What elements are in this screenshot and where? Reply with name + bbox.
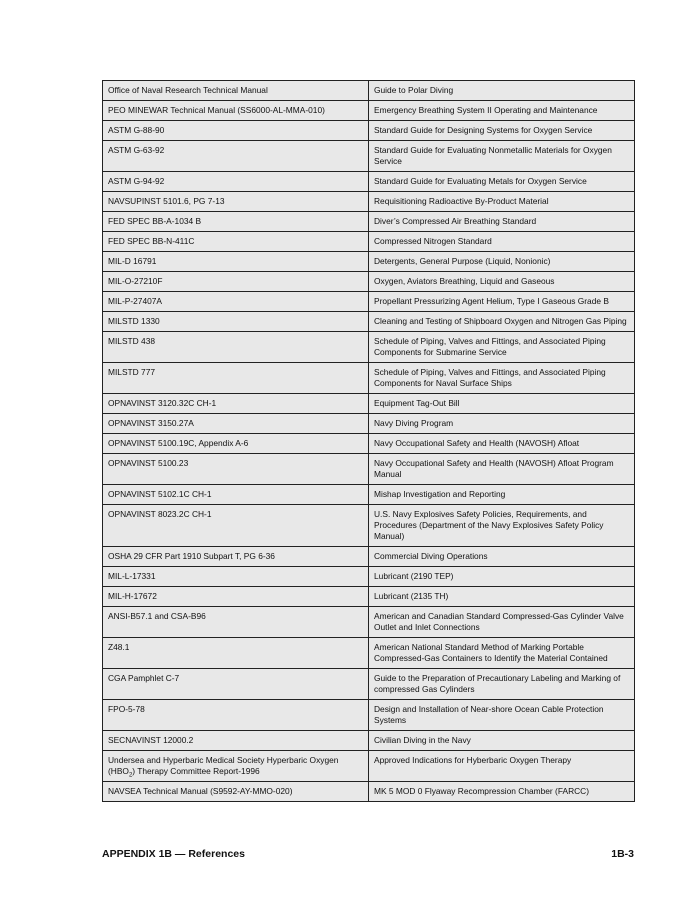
- reference-document-cell: MIL-D 16791: [103, 252, 369, 272]
- table-row: [103, 782, 635, 802]
- reference-document-cell: MILSTD 438: [103, 332, 369, 363]
- reference-document-cell: MIL-L-17331: [103, 567, 369, 587]
- reference-title-cell: Propellant Pressurizing Agent Helium, Type I Gaseous Grade B: [369, 292, 635, 312]
- table-row: [103, 751, 635, 782]
- table-row: [103, 232, 635, 252]
- reference-document-cell: FED SPEC BB-N-411C: [103, 232, 369, 252]
- table-row: [103, 454, 635, 485]
- table-row: [103, 81, 635, 101]
- reference-title-cell: Detergents, General Purpose (Liquid, Nonionic): [369, 252, 635, 272]
- reference-title-cell: Navy Diving Program: [369, 414, 635, 434]
- reference-document-cell: MIL-H-17672: [103, 587, 369, 607]
- reference-document-cell: FED SPEC BB-A-1034 B: [103, 212, 369, 232]
- reference-document-cell: OPNAVINST 5102.1C CH-1: [103, 485, 369, 505]
- reference-title-cell: Standard Guide for Evaluating Metals for Oxygen Service: [369, 172, 635, 192]
- table-row: [103, 434, 635, 454]
- reference-document-cell: OPNAVINST 5100.19C, Appendix A-6: [103, 434, 369, 454]
- reference-title-cell: MK 5 MOD 0 Flyaway Recompression Chamber (FARCC): [369, 782, 635, 802]
- reference-document-cell: OSHA 29 CFR Part 1910 Subpart T, PG 6-36: [103, 547, 369, 567]
- reference-document-cell: OPNAVINST 8023.2C CH-1: [103, 505, 369, 547]
- table-row: [103, 700, 635, 731]
- footer-page-number: 1B-3: [611, 848, 634, 860]
- reference-title-cell: Schedule of Piping, Valves and Fittings, and Associated Piping Components for Submarine Service: [369, 332, 635, 363]
- reference-title-cell: Compressed Nitrogen Standard: [369, 232, 635, 252]
- reference-document-cell: OPNAVINST 5100.23: [103, 454, 369, 485]
- table-row: [103, 121, 635, 141]
- reference-document-cell: NAVSEA Technical Manual (S9592-AY-MMO-020): [103, 782, 369, 802]
- table-row: [103, 394, 635, 414]
- reference-document-cell: OPNAVINST 3120.32C CH-1: [103, 394, 369, 414]
- table-row: [103, 272, 635, 292]
- reference-title-cell: Emergency Breathing System II Operating and Maintenance: [369, 101, 635, 121]
- reference-document-cell: Undersea and Hyperbaric Medical Society Hyperbaric Oxygen $(HBO_2)$ Therapy Committee Report-1996: [103, 751, 369, 782]
- reference-document-cell: ASTM G-88-90: [103, 121, 369, 141]
- table-row: [103, 587, 635, 607]
- reference-title-cell: Design and Installation of Near-shore Ocean Cable Protection Systems: [369, 700, 635, 731]
- reference-title-cell: Equipment Tag-Out Bill: [369, 394, 635, 414]
- reference-document-cell: MILSTD 1330: [103, 312, 369, 332]
- reference-document-cell: ASTM G-94-92: [103, 172, 369, 192]
- reference-title-cell: Diver’s Compressed Air Breathing Standard: [369, 212, 635, 232]
- table-row: [103, 567, 635, 587]
- table-row: [103, 485, 635, 505]
- table-row: [103, 172, 635, 192]
- table-row: [103, 252, 635, 272]
- reference-document-cell: MIL-P-27407A: [103, 292, 369, 312]
- reference-document-cell: SECNAVINST 12000.2: [103, 731, 369, 751]
- reference-title-cell: Approved Indications for Hyberbaric Oxygen Therapy: [369, 751, 635, 782]
- table-row: [103, 141, 635, 172]
- references-table: [102, 80, 635, 802]
- table-row: [103, 292, 635, 312]
- reference-document-cell: FPO-5-78: [103, 700, 369, 731]
- reference-title-cell: Oxygen, Aviators Breathing, Liquid and Gaseous: [369, 272, 635, 292]
- reference-title-cell: Civilian Diving in the Navy: [369, 731, 635, 751]
- reference-title-cell: Lubricant (2190 TEP): [369, 567, 635, 587]
- table-row: [103, 312, 635, 332]
- reference-title-cell: Cleaning and Testing of Shipboard Oxygen and Nitrogen Gas Piping: [369, 312, 635, 332]
- reference-title-cell: U.S. Navy Explosives Safety Policies, Requirements, and Procedures (Department of the Navy Explosives Safety Policy Manual): [369, 505, 635, 547]
- reference-document-cell: Z48.1: [103, 638, 369, 669]
- table-row: [103, 505, 635, 547]
- table-row: [103, 101, 635, 121]
- table-row: [103, 192, 635, 212]
- reference-document-cell: Office of Naval Research Technical Manual: [103, 81, 369, 101]
- reference-title-cell: Lubricant (2135 TH): [369, 587, 635, 607]
- reference-title-cell: Commercial Diving Operations: [369, 547, 635, 567]
- reference-title-cell: Navy Occupational Safety and Health (NAVOSH) Afloat Program Manual: [369, 454, 635, 485]
- table-row: [103, 414, 635, 434]
- table-row: [103, 669, 635, 700]
- reference-document-cell: OPNAVINST 3150.27A: [103, 414, 369, 434]
- reference-document-cell: ANSI-B57.1 and CSA-B96: [103, 607, 369, 638]
- table-row: [103, 332, 635, 363]
- table-row: [103, 638, 635, 669]
- reference-title-cell: Navy Occupational Safety and Health (NAVOSH) Afloat: [369, 434, 635, 454]
- table-row: [103, 607, 635, 638]
- table-row: [103, 731, 635, 751]
- table-row: [103, 212, 635, 232]
- table-row: [103, 547, 635, 567]
- reference-title-cell: Requisitioning Radioactive By-Product Material: [369, 192, 635, 212]
- reference-title-cell: American and Canadian Standard Compressed-Gas Cylinder Valve Outlet and Inlet Connections: [369, 607, 635, 638]
- reference-document-cell: CGA Pamphlet C-7: [103, 669, 369, 700]
- reference-document-cell: MILSTD 777: [103, 363, 369, 394]
- table-row: [103, 363, 635, 394]
- reference-title-cell: Standard Guide for Evaluating Nonmetallic Materials for Oxygen Service: [369, 141, 635, 172]
- reference-title-cell: American National Standard Method of Marking Portable Compressed-Gas Containers to Identify the Material Contained: [369, 638, 635, 669]
- reference-document-cell: NAVSUPINST 5101.6, PG 7-13: [103, 192, 369, 212]
- reference-title-cell: Guide to Polar Diving: [369, 81, 635, 101]
- reference-title-cell: Guide to the Preparation of Precautionary Labeling and Marking of compressed Gas Cylinders: [369, 669, 635, 700]
- reference-document-cell: PEO MINEWAR Technical Manual (SS6000-AL-MMA-010): [103, 101, 369, 121]
- reference-title-cell: Standard Guide for Designing Systems for Oxygen Service: [369, 121, 635, 141]
- reference-title-cell: Mishap Investigation and Reporting: [369, 485, 635, 505]
- reference-document-cell: ASTM G-63-92: [103, 141, 369, 172]
- reference-title-cell: Schedule of Piping, Valves and Fittings, and Associated Piping Components for Naval Surface Ships: [369, 363, 635, 394]
- reference-document-cell: MIL-O-27210F: [103, 272, 369, 292]
- footer-section-title: APPENDIX 1B — References: [102, 848, 245, 860]
